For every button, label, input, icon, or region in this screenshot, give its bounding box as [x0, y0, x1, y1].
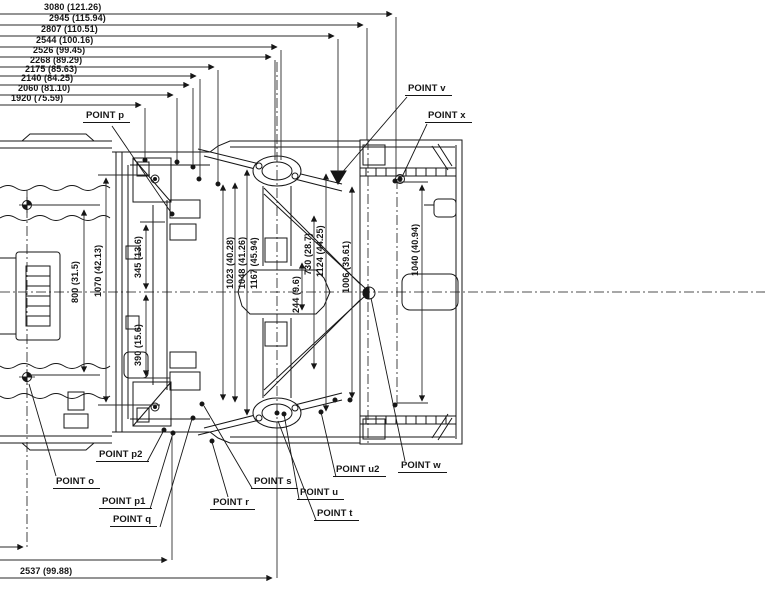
- dim-label-2807: 2807 (110.51): [41, 24, 98, 34]
- dim-label-800: 800 (31.5): [70, 260, 80, 303]
- point-label-w: POINT w: [398, 460, 447, 473]
- leader-point-x: [402, 124, 427, 177]
- dim-label-2526: 2526 (99.45): [33, 45, 86, 55]
- break-line: [0, 364, 110, 369]
- point-label-p1: POINT p1: [99, 496, 152, 509]
- leader-point-s: [204, 406, 252, 488]
- dim-label-730: 730 (28.7): [303, 232, 313, 275]
- break-line: [0, 186, 110, 191]
- break-line: [0, 394, 110, 399]
- leader-point-p1: [150, 433, 173, 509]
- dim-label-1124: 1124 (44.25): [315, 225, 325, 277]
- dim-label-1006: 1006 (39.61): [341, 240, 351, 293]
- point-label-o: POINT o: [53, 476, 100, 489]
- dim-label-1920: 1920 (75.59): [11, 93, 64, 103]
- leader-point-t: [278, 421, 316, 520]
- point-label-r: POINT r: [210, 497, 255, 510]
- point-label-u2: POINT u2: [333, 464, 386, 477]
- leader-lines: [29, 97, 427, 527]
- dim-label-2945: 2945 (115.94): [49, 13, 106, 23]
- point-label-p2: POINT p2: [96, 449, 149, 462]
- dim-label-2268: 2268 (89.29): [30, 55, 83, 65]
- datum-target-front-lower: [19, 369, 35, 385]
- dim-label-1040: 1040 (40.94): [410, 223, 420, 276]
- dim-label-2175: 2175 (85.63): [25, 64, 78, 74]
- point-label-p: POINT p: [83, 110, 130, 123]
- dim-label-1070: 1070 (42.13): [93, 244, 103, 297]
- dim-label-1167: 1167 (45.94): [249, 237, 259, 289]
- dim-label-1048: 1048 (41.26): [237, 236, 247, 289]
- break-line: [0, 216, 110, 221]
- leader-point-r: [212, 442, 228, 497]
- dim-label-390: 390 (15.6): [133, 323, 143, 366]
- dim-label-3080: 3080 (121.26): [44, 2, 102, 12]
- dim-label-244: 244 (9.6): [291, 276, 301, 313]
- leader-point-q: [160, 419, 192, 527]
- point-label-v: POINT v: [405, 83, 452, 96]
- dim-label-1023: 1023 (40.28): [225, 236, 235, 289]
- steering-rack: [0, 252, 60, 340]
- leader-point-p: [112, 126, 172, 214]
- point-label-x: POINT x: [425, 110, 472, 123]
- leader-point-v: [340, 97, 407, 175]
- point-label-s: POINT s: [251, 476, 298, 489]
- point-w-target: [363, 287, 375, 299]
- dim-label-2140: 2140 (84.25): [21, 73, 74, 83]
- point-label-q: POINT q: [110, 514, 157, 527]
- point-label-t: POINT t: [314, 508, 359, 521]
- dim-label-2537: 2537 (99.88): [20, 566, 73, 576]
- leader-point-p2: [147, 430, 164, 462]
- dim-label-2544: 2544 (100.16): [36, 35, 94, 45]
- dim-label-2060: 2060 (81.10): [18, 83, 71, 93]
- dim-label-345: 345 (13.6): [133, 235, 143, 278]
- point-label-u: POINT u: [297, 487, 344, 500]
